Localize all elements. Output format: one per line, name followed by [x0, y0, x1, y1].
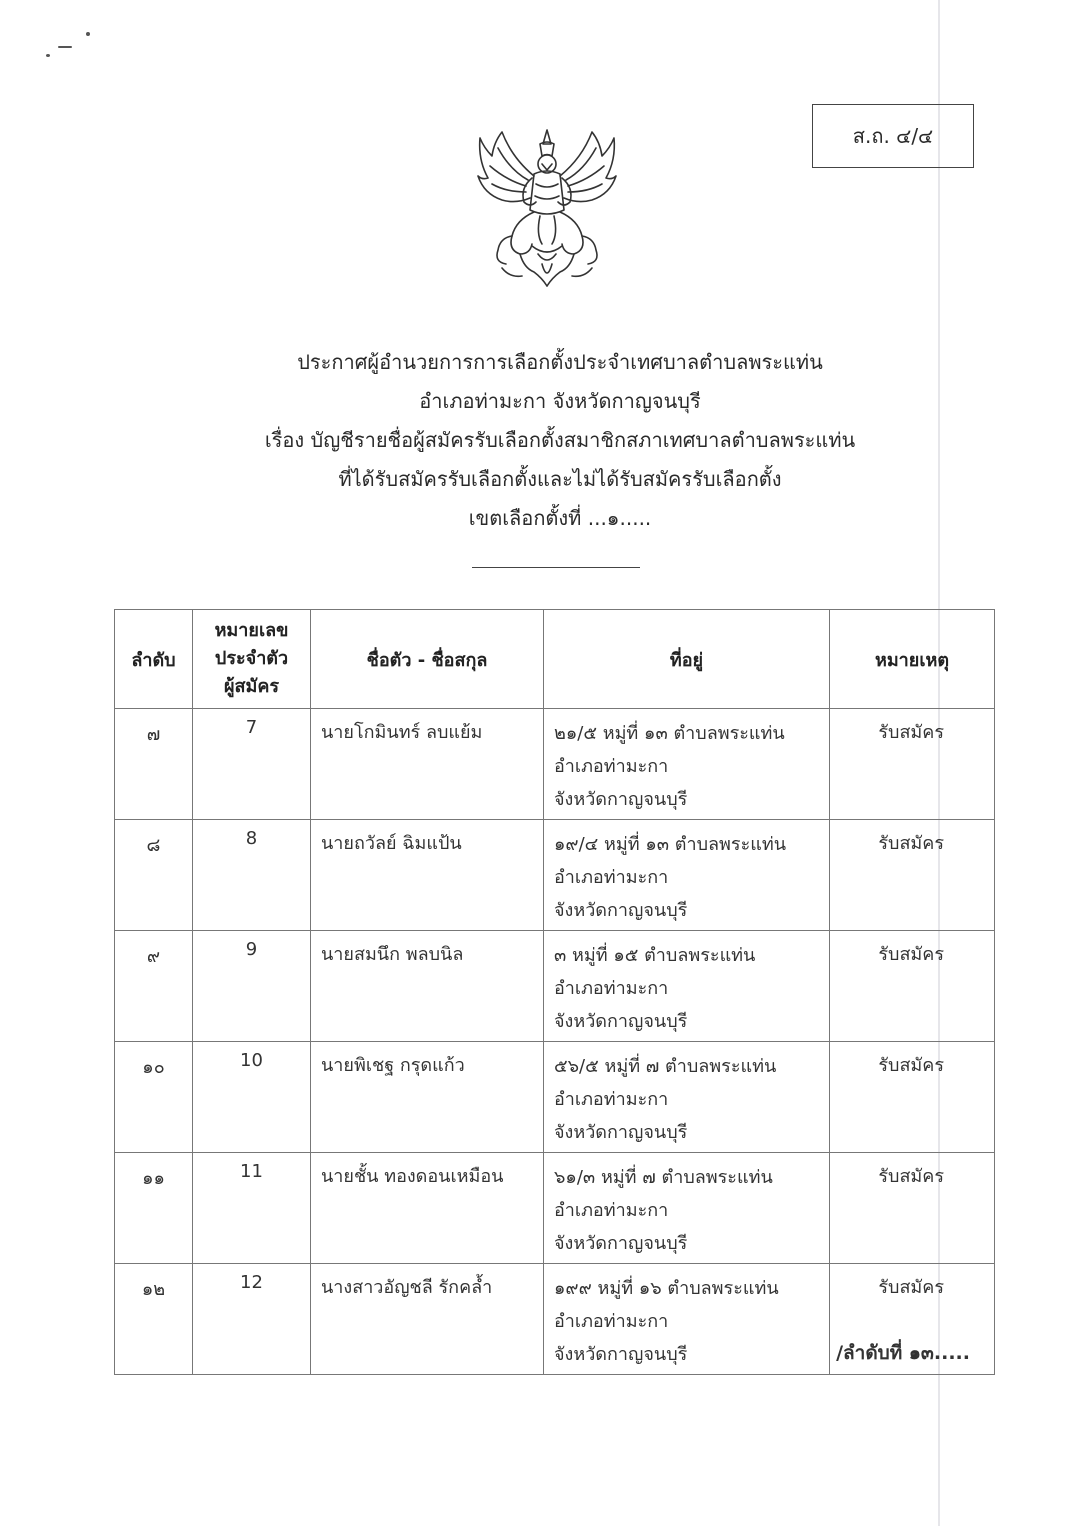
cell-remark: รับสมัคร — [830, 1153, 995, 1264]
cell-address — [544, 1042, 830, 1153]
header-name: ชื่อตัว - ชื่อสกุล — [311, 610, 544, 709]
table-row — [115, 1153, 995, 1264]
header-number-line-3: ผู้สมัคร — [223, 676, 280, 697]
cell-name: นายชั้น ทองดอนเหมือน — [311, 1153, 544, 1264]
header-number-line-2: ประจำตัว — [214, 648, 289, 669]
heading-line-3: เรื่อง บัญชีรายชื่อผู้สมัครรับเลือกตั้งสมาชิกสภาเทศบาลตำบลพระแท่น — [264, 428, 856, 452]
cell-address — [544, 1264, 830, 1375]
address-line-3: จังหวัดกาญจนบุรี — [554, 1344, 688, 1365]
table-header-row — [115, 610, 995, 709]
address-line-2: อำเภอท่ามะกา — [554, 1200, 669, 1221]
table-row — [115, 931, 995, 1042]
cell-remark: รับสมัคร — [830, 820, 995, 931]
cell-number: 7 — [193, 709, 311, 820]
header-remark: หมายเหตุ — [830, 610, 995, 709]
cell-remark: รับสมัคร — [830, 931, 995, 1042]
cell-number: 9 — [193, 931, 311, 1042]
address-line-1: ๓ หมู่ที่ ๑๕ ตำบลพระแท่น — [554, 945, 756, 966]
cell-number: 11 — [193, 1153, 311, 1264]
cell-address — [544, 1153, 830, 1264]
cell-address — [544, 820, 830, 931]
cell-name: นายสมนึก พลบนิล — [311, 931, 544, 1042]
cell-order: ๑๒ — [115, 1264, 193, 1375]
cell-order: ๑๑ — [115, 1153, 193, 1264]
heading-line-5: เขตเลือกตั้งที่ ...๑..... — [468, 506, 652, 530]
header-number-line-1: หมายเลข — [214, 620, 289, 641]
address-line-3: จังหวัดกาญจนบุรี — [554, 900, 688, 921]
cell-number: 12 — [193, 1264, 311, 1375]
cell-order: ๗ — [115, 709, 193, 820]
address-line-3: จังหวัดกาญจนบุรี — [554, 1011, 688, 1032]
address-line-1: ๑๙๙ หมู่ที่ ๑๖ ตำบลพระแท่น — [554, 1278, 779, 1299]
cell-order: ๑๐ — [115, 1042, 193, 1153]
cell-order: ๘ — [115, 820, 193, 931]
header-order: ลำดับ — [115, 610, 193, 709]
table-row — [115, 709, 995, 820]
cell-remark: รับสมัคร — [830, 1264, 995, 1375]
address-line-2: อำเภอท่ามะกา — [554, 756, 669, 777]
address-line-3: จังหวัดกาญจนบุรี — [554, 789, 688, 810]
address-line-1: ๕๖/๕ หมู่ที่ ๗ ตำบลพระแท่น — [554, 1056, 777, 1077]
scan-speck — [46, 54, 50, 57]
form-code-box — [812, 104, 974, 168]
cell-name: นายถวัลย์ ฉิมแป้น — [311, 820, 544, 931]
cell-address — [544, 709, 830, 820]
cell-order: ๙ — [115, 931, 193, 1042]
address-line-1: ๖๑/๓ หมู่ที่ ๗ ตำบลพระแท่น — [554, 1167, 773, 1188]
cell-number: 10 — [193, 1042, 311, 1153]
candidate-table — [114, 609, 995, 1375]
address-line-2: อำเภอท่ามะกา — [554, 978, 669, 999]
heading-line-4: ที่ได้รับสมัครรับเลือกตั้งและไม่ได้รับสมัครรับเลือกตั้ง — [338, 467, 782, 491]
continuation-note: /ลำดับที่ ๑๓..... — [836, 1342, 970, 1364]
cell-name: นายโกมินทร์ ลบแย้ม — [311, 709, 544, 820]
table-row — [115, 1042, 995, 1153]
scan-speck — [86, 32, 90, 36]
cell-remark: รับสมัคร — [830, 709, 995, 820]
cell-address — [544, 931, 830, 1042]
address-line-2: อำเภอท่ามะกา — [554, 1311, 669, 1332]
header-candidate-number — [193, 610, 311, 709]
cell-name: นางสาวอัญชลี รักคล้ำ — [311, 1264, 544, 1375]
address-line-3: จังหวัดกาญจนบุรี — [554, 1233, 688, 1254]
address-line-3: จังหวัดกาญจนบุรี — [554, 1122, 688, 1143]
cell-name: นายพิเชฐ กรุดแก้ว — [311, 1042, 544, 1153]
header-address: ที่อยู่ — [544, 610, 830, 709]
address-line-2: อำเภอท่ามะกา — [554, 1089, 669, 1110]
form-code: ส.ถ. ๔/๔ — [852, 124, 934, 148]
address-line-2: อำเภอท่ามะกา — [554, 867, 669, 888]
heading-line-2: อำเภอท่ามะกา จังหวัดกาญจนบุรี — [419, 389, 701, 413]
address-line-1: ๒๑/๕ หมู่ที่ ๑๓ ตำบลพระแท่น — [554, 723, 785, 744]
scan-speck — [58, 46, 72, 48]
table-row — [115, 820, 995, 931]
cell-remark: รับสมัคร — [830, 1042, 995, 1153]
address-line-1: ๑๙/๔ หมู่ที่ ๑๓ ตำบลพระแท่น — [554, 834, 787, 855]
heading-divider — [472, 567, 640, 568]
heading-line-1: ประกาศผู้อำนวยการการเลือกตั้งประจำเทศบาลตำบลพระแท่น — [297, 350, 823, 374]
garuda-emblem-icon — [472, 118, 622, 290]
cell-number: 8 — [193, 820, 311, 931]
